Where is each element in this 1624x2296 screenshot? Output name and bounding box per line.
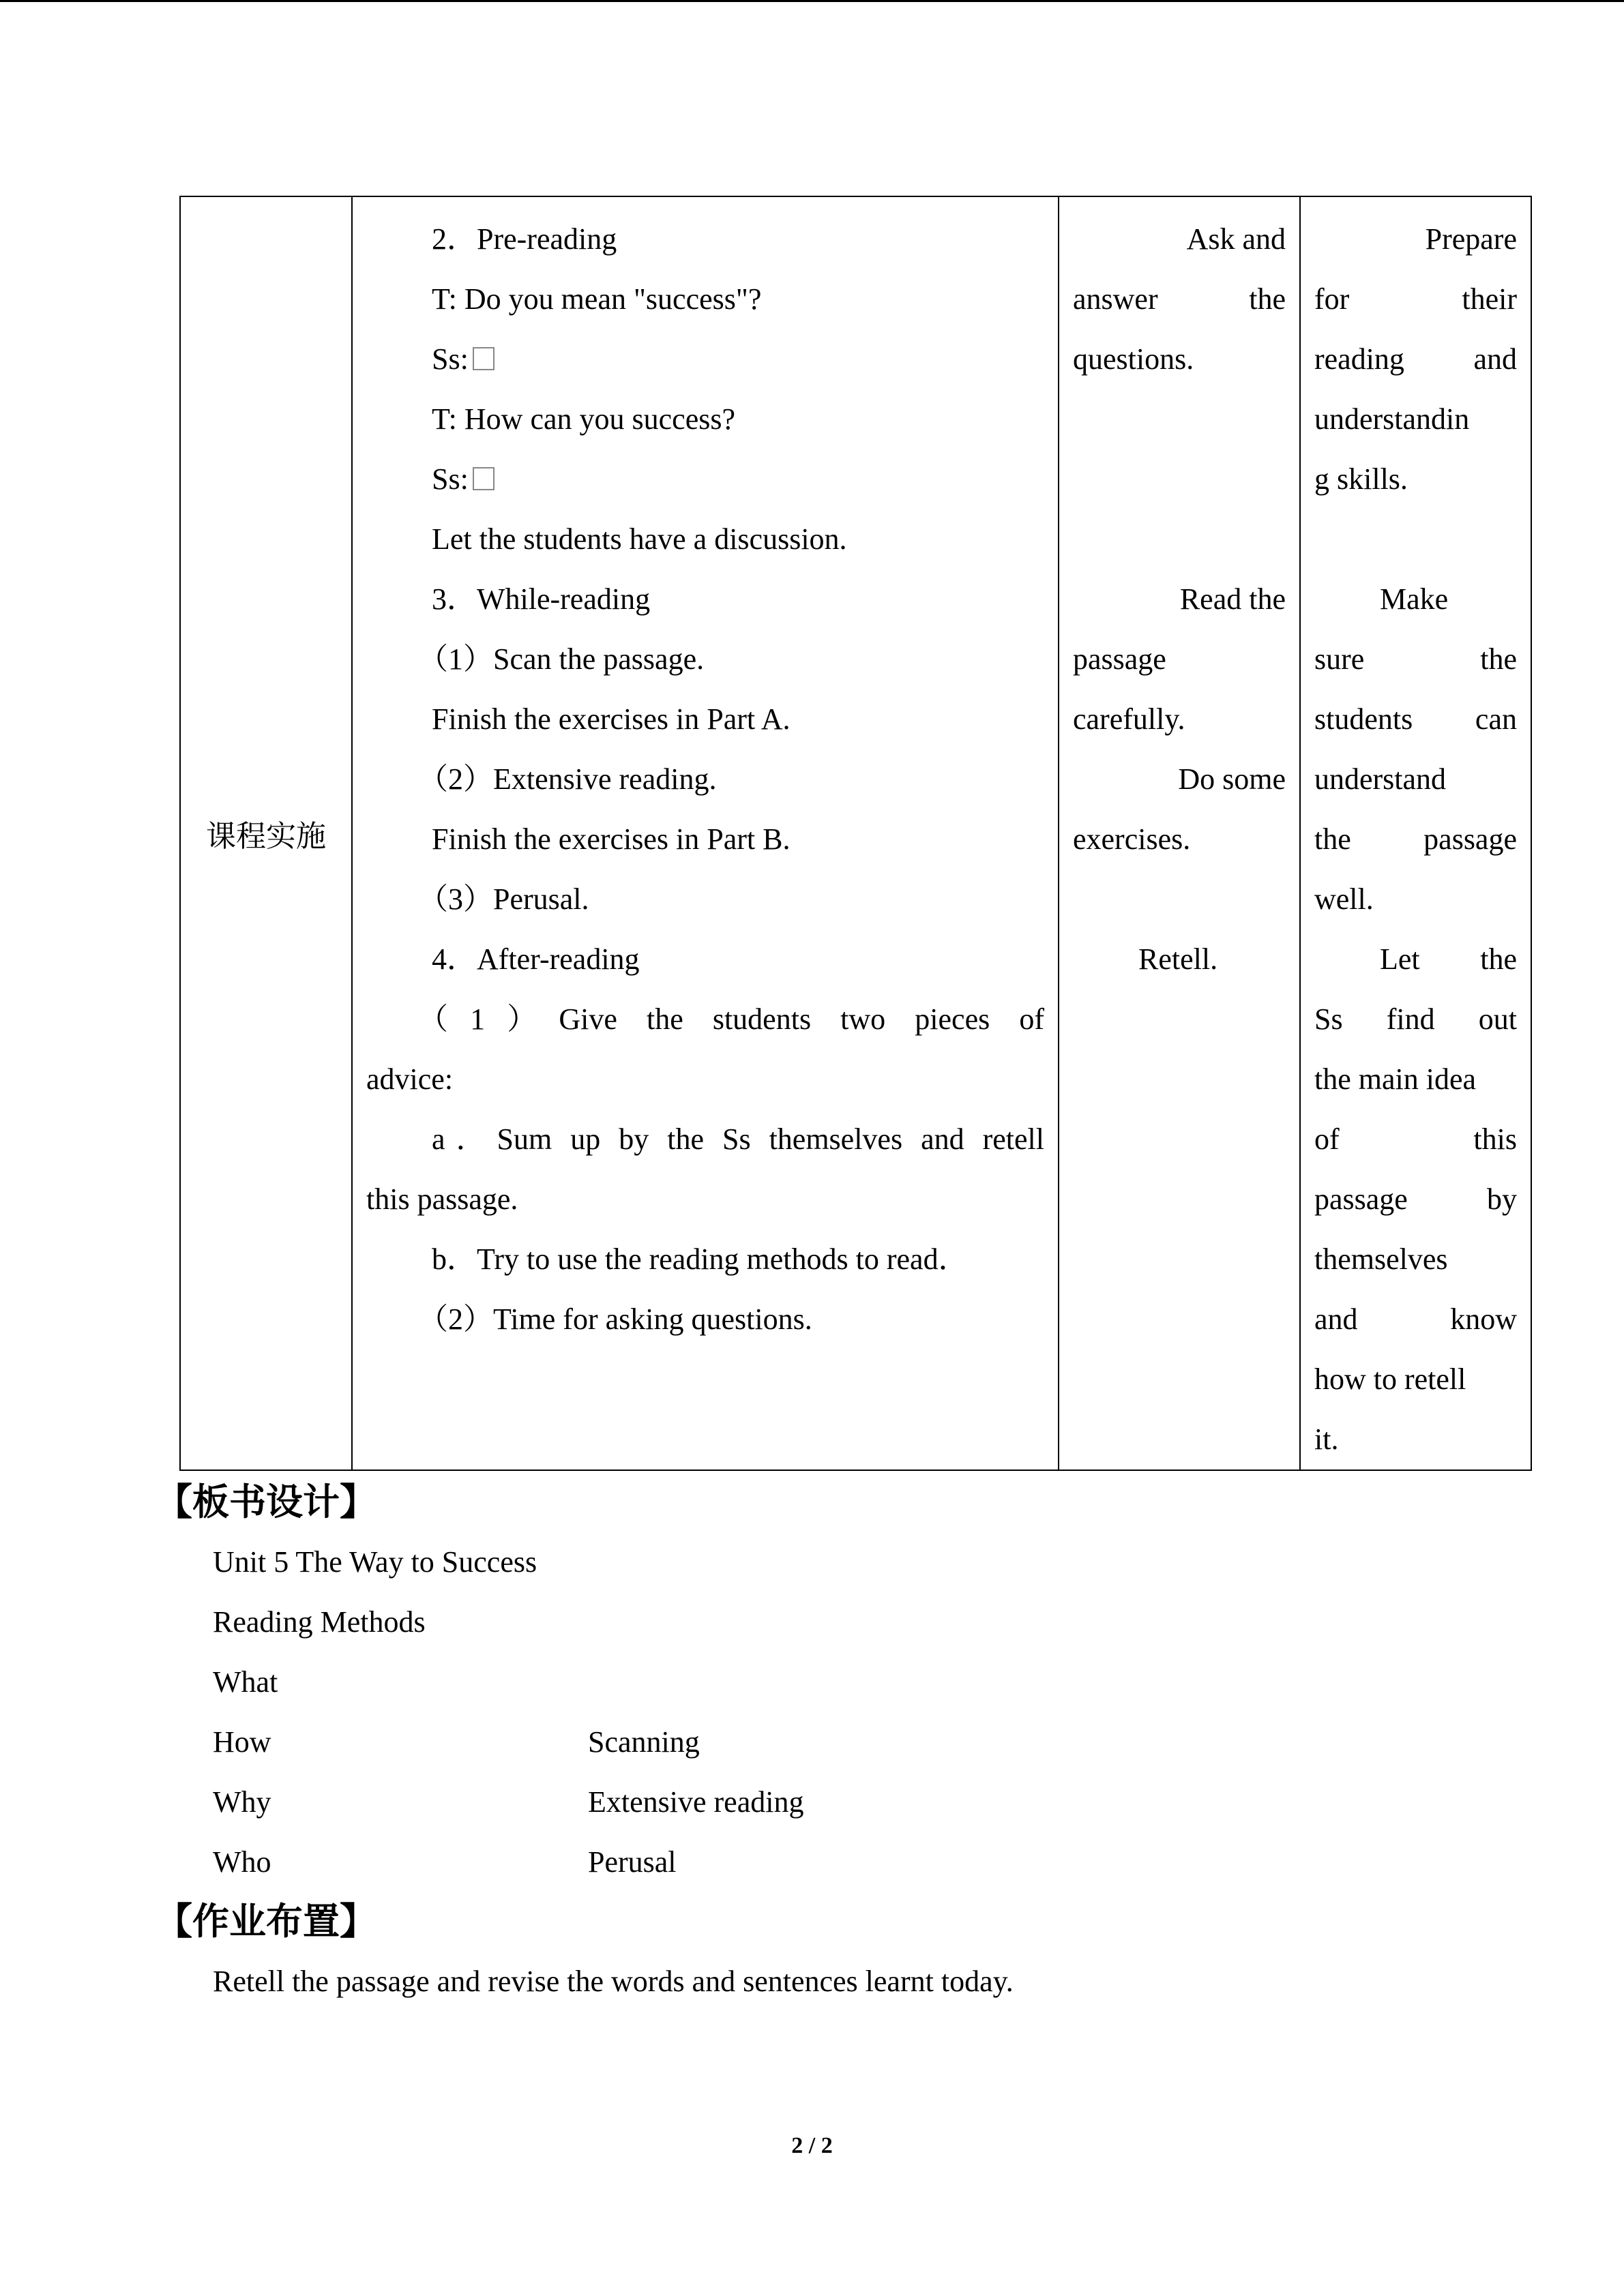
purpose-line — [1314, 509, 1517, 569]
dialogue-line: T: Do you mean "success"? — [432, 282, 762, 316]
purpose-line: the passage — [1314, 822, 1517, 856]
board-question: Why — [213, 1785, 271, 1819]
dialogue-line: T: How can you success? — [432, 402, 736, 436]
board-question: How — [213, 1725, 271, 1759]
purpose-line: for their — [1314, 282, 1517, 316]
purpose-line: the main idea — [1314, 1062, 1477, 1096]
homework-text: Retell the passage and revise the words and sentences learnt today. — [213, 1965, 1014, 1998]
table-row — [180, 196, 1531, 1470]
purpose-line: students can — [1314, 702, 1517, 736]
sub-step: （2）Extensive reading. — [418, 762, 717, 796]
instruction-line: Finish the exercises in Part B. — [432, 822, 791, 856]
dialogue-speaker: Ss: — [432, 342, 469, 376]
board-design-heading: 【板书设计】 — [156, 1480, 377, 1523]
purpose-line: and know — [1314, 1302, 1517, 1336]
teacher-activity-cell — [352, 196, 1059, 1470]
purpose-line: Make — [1380, 582, 1449, 616]
student-line: questions. — [1073, 342, 1194, 376]
student-line: Read the — [1179, 582, 1286, 616]
top-border-line — [0, 0, 1624, 2]
student-line: carefully. — [1073, 702, 1185, 736]
stage-label: 课程实施 — [206, 820, 326, 853]
purpose-line: themselves — [1314, 1242, 1448, 1276]
purpose-line: g skills. — [1314, 462, 1408, 496]
homework-heading: 【作业布置】 — [156, 1900, 377, 1943]
student-line: Ask and — [1186, 222, 1286, 256]
blank-box-icon — [473, 467, 494, 490]
purpose-line: it. — [1314, 1422, 1339, 1456]
instruction-line: advice: — [366, 1062, 454, 1096]
purpose-line: understandin — [1314, 402, 1470, 436]
student-line: Do some — [1178, 762, 1286, 796]
purpose-line: passage by — [1314, 1182, 1517, 1216]
board-method: Extensive reading — [588, 1785, 804, 1819]
purpose-line: of this — [1314, 1122, 1517, 1156]
student-line: Retell. — [1138, 942, 1218, 976]
purpose-line: understand — [1314, 762, 1447, 796]
student-line: answer the — [1073, 282, 1286, 316]
lesson-procedure-table — [179, 196, 1532, 1471]
sub-step: （1）Scan the passage. — [418, 642, 705, 676]
purpose-line: how to retell — [1314, 1362, 1466, 1396]
design-purpose-cell — [1300, 196, 1531, 1470]
board-subtitle: Reading Methods — [213, 1605, 426, 1639]
instruction-line: Let the students have a discussion. — [432, 522, 847, 556]
stage-label-cell — [180, 196, 352, 1470]
sub-step: （2）Time for asking questions. — [418, 1302, 812, 1336]
purpose-line: Prepare — [1425, 222, 1517, 256]
purpose-line: sure the — [1314, 642, 1517, 676]
student-line — [1073, 509, 1286, 569]
instruction-line: this passage. — [366, 1182, 518, 1216]
student-line — [1073, 389, 1286, 449]
purpose-line: Ss find out — [1314, 1002, 1517, 1036]
student-line: passage — [1073, 642, 1166, 676]
instruction-line: Finish the exercises in Part A. — [432, 702, 791, 736]
page-number: 2 / 2 — [791, 2133, 833, 2158]
advice-item: a．Sum up by the Ss themselves and retell — [432, 1122, 1044, 1156]
sub-step: （1）Give the students two pieces of — [418, 1002, 1044, 1036]
step-heading: 3．While-reading — [432, 582, 651, 616]
purpose-line: Let the — [1380, 942, 1517, 976]
board-question: What — [213, 1665, 278, 1699]
student-line: exercises. — [1073, 822, 1191, 856]
advice-item: b．Try to use the reading methods to read． — [432, 1242, 969, 1276]
dialogue-speaker: Ss: — [432, 462, 469, 496]
purpose-line: well. — [1314, 882, 1374, 916]
board-method: Scanning — [588, 1725, 700, 1759]
step-heading: 2．Pre-reading — [432, 222, 617, 256]
purpose-line: reading and — [1314, 342, 1517, 376]
board-title: Unit 5 The Way to Success — [213, 1545, 537, 1579]
student-activity-cell — [1059, 196, 1300, 1470]
dialogue-line — [366, 329, 1044, 389]
board-method: Perusal — [588, 1845, 677, 1879]
step-heading: 4．After-reading — [432, 942, 640, 976]
sub-step: （3）Perusal. — [418, 882, 589, 916]
blank-box-icon — [473, 347, 494, 370]
student-line — [1073, 869, 1286, 929]
board-question: Who — [213, 1845, 271, 1879]
student-line — [1073, 449, 1286, 509]
dialogue-line — [366, 449, 1044, 509]
